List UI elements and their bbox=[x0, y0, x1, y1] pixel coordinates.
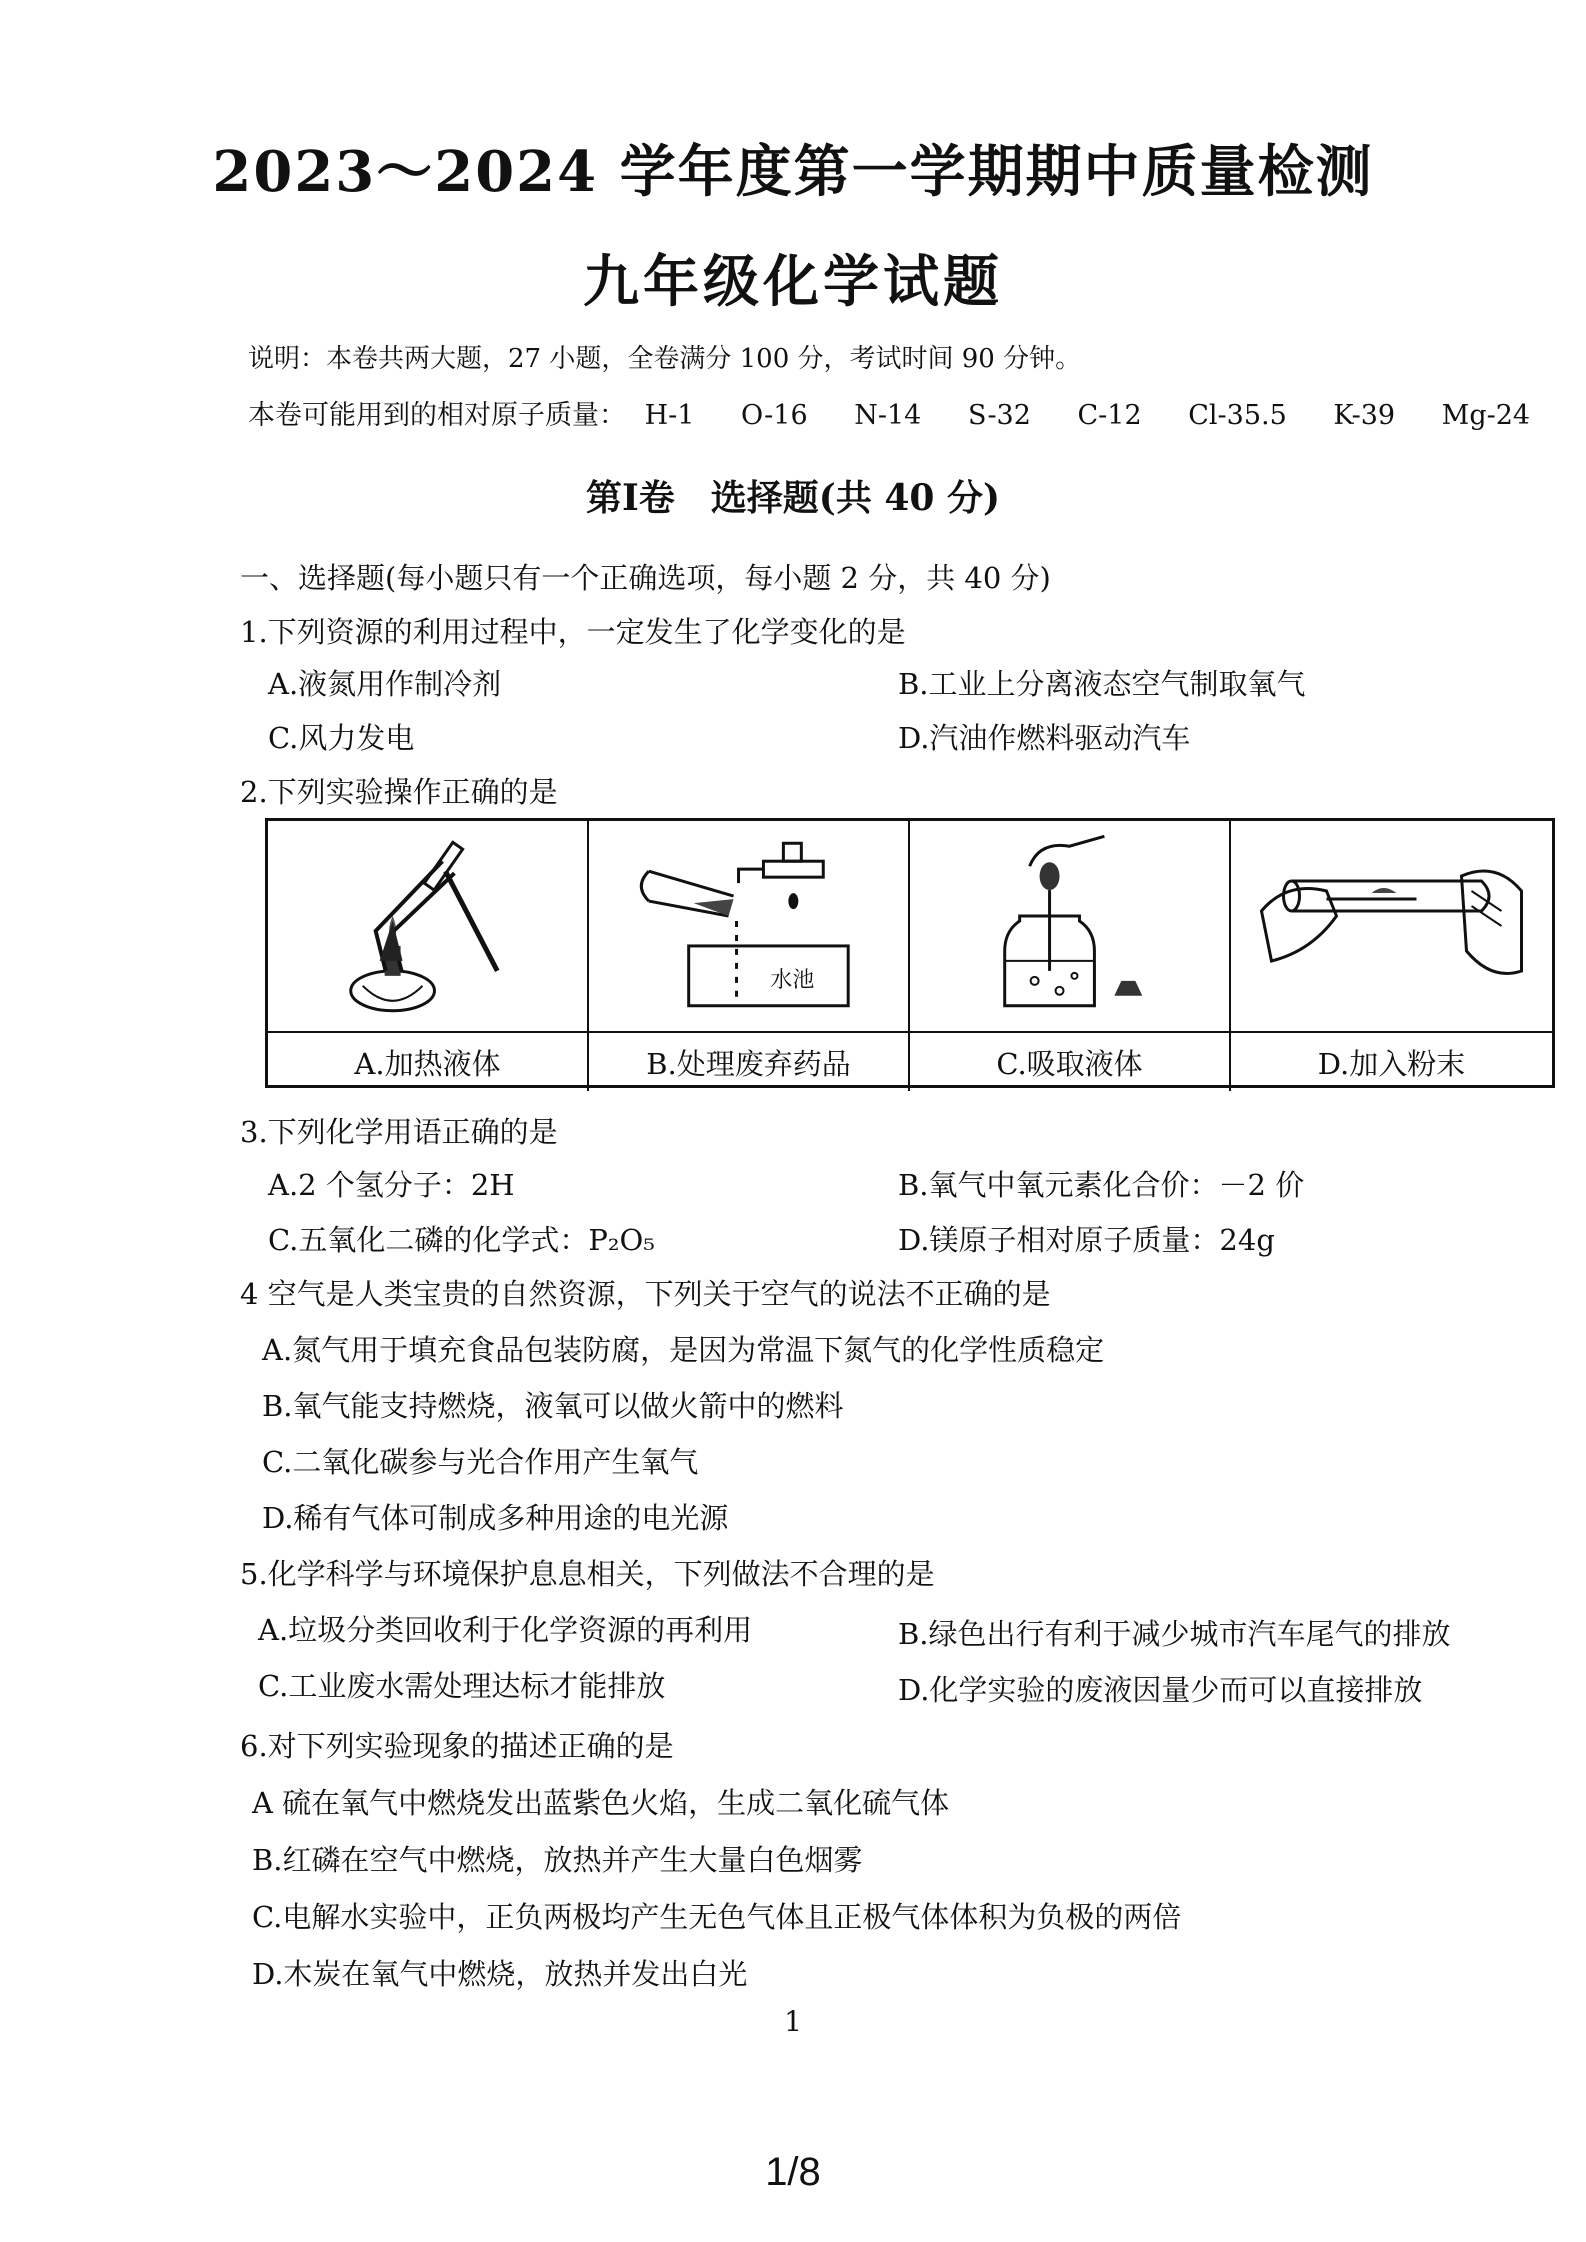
option-c: C.二氧化碳参与光合作用产生氧气 bbox=[262, 1445, 699, 1479]
question-stem: 2.下列实验操作正确的是 bbox=[240, 775, 558, 809]
experiment-image-table bbox=[265, 818, 1555, 1088]
dispose-chemicals-illustration bbox=[589, 821, 910, 1031]
page-indicator: 1/8 bbox=[765, 2150, 821, 2194]
sink-faucet-icon bbox=[589, 821, 908, 1031]
option-b: B.工业上分离液态空气制取氧气 bbox=[898, 667, 1306, 701]
page-number: 1 bbox=[784, 2005, 802, 2038]
question-stem: 3.下列化学用语正确的是 bbox=[240, 1115, 558, 1149]
add-powder-illustration bbox=[1231, 821, 1552, 1031]
question-stem: 6.对下列实验现象的描述正确的是 bbox=[240, 1729, 674, 1763]
option-a: A.液氮用作制冷剂 bbox=[268, 667, 502, 701]
option-c: C.五氧化二磷的化学式：P₂O₅ bbox=[268, 1223, 655, 1257]
instructions-note: 说明：本卷共两大题，27 小题，全卷满分 100 分，考试时间 90 分钟。 bbox=[248, 344, 1082, 374]
atomic-mass-item: Cl-35.5 bbox=[1188, 400, 1287, 431]
heating-apparatus-icon bbox=[268, 821, 587, 1031]
option-a: A.2 个氢分子：2H bbox=[268, 1168, 515, 1202]
sink-label: 水池 bbox=[770, 967, 815, 993]
dropper-bottle-icon bbox=[910, 821, 1229, 1031]
option-d: D.镁原子相对原子质量：24g bbox=[898, 1223, 1275, 1257]
option-b: B.绿色出行有利于减少城市汽车尾气的排放 bbox=[898, 1617, 1451, 1651]
test-tube-hands-icon bbox=[1231, 821, 1552, 1031]
part-title: 一、选择题(每小题只有一个正确选项，每小题 2 分，共 40 分) bbox=[240, 561, 1051, 595]
option-c: C.工业废水需处理达标才能排放 bbox=[258, 1669, 666, 1703]
option-d: D.木炭在氧气中燃烧，放热并发出白光 bbox=[252, 1957, 748, 1991]
option-d: D.稀有气体可制成多种用途的电光源 bbox=[262, 1501, 729, 1535]
atomic-mass-item: C-12 bbox=[1077, 400, 1142, 431]
atomic-mass-item: Mg-24 bbox=[1441, 400, 1531, 431]
draw-liquid-illustration bbox=[910, 821, 1231, 1031]
atomic-masses-label: 本卷可能用到的相对原子质量： bbox=[248, 400, 626, 431]
option-d: D.化学实验的废液因量少而可以直接排放 bbox=[898, 1673, 1423, 1707]
question-stem: 1.下列资源的利用过程中，一定发生了化学变化的是 bbox=[240, 615, 906, 649]
caption-c: C.吸取液体 bbox=[910, 1031, 1231, 1091]
exam-title: 2023～2024 学年度第一学期期中质量检测 bbox=[212, 139, 1374, 205]
exam-subtitle: 九年级化学试题 bbox=[583, 249, 1003, 315]
caption-d: D.加入粉末 bbox=[1231, 1031, 1552, 1091]
question-stem: 5.化学科学与环境保护息息相关，下列做法不合理的是 bbox=[240, 1557, 935, 1591]
atomic-mass-item: K-39 bbox=[1333, 400, 1396, 431]
atomic-mass-item: O-16 bbox=[741, 400, 808, 431]
option-b: B.氧气中氧元素化合价：－2 价 bbox=[898, 1168, 1305, 1202]
option-b: B.红磷在空气中燃烧，放热并产生大量白色烟雾 bbox=[252, 1843, 863, 1877]
atomic-mass-item: S-32 bbox=[967, 400, 1031, 431]
option-c: C.电解水实验中，正负两极均产生无色气体且正极气体体积为负极的两倍 bbox=[252, 1900, 1182, 1934]
caption-b: B.处理废弃药品 bbox=[589, 1031, 910, 1091]
option-a: A.氮气用于填充食品包装防腐，是因为常温下氮气的化学性质稳定 bbox=[262, 1333, 1105, 1367]
question-stem: 4 空气是人类宝贵的自然资源，下列关于空气的说法不正确的是 bbox=[240, 1277, 1051, 1311]
option-a: A 硫在氧气中燃烧发出蓝紫色火焰，生成二氧化硫气体 bbox=[252, 1786, 950, 1820]
option-b: B.氧气能支持燃烧，液氧可以做火箭中的燃料 bbox=[262, 1389, 844, 1423]
section-heading: 第Ⅰ卷 选择题(共 40 分) bbox=[585, 477, 1001, 519]
caption-a: A.加热液体 bbox=[268, 1031, 589, 1091]
atomic-masses-row bbox=[248, 393, 1530, 432]
heating-liquid-illustration bbox=[268, 821, 589, 1031]
option-c: C.风力发电 bbox=[268, 721, 415, 755]
atomic-mass-item: H-1 bbox=[644, 400, 695, 431]
option-d: D.汽油作燃料驱动汽车 bbox=[898, 721, 1191, 755]
option-a: A.垃圾分类回收利于化学资源的再利用 bbox=[258, 1613, 753, 1647]
atomic-mass-item: N-14 bbox=[854, 400, 922, 431]
